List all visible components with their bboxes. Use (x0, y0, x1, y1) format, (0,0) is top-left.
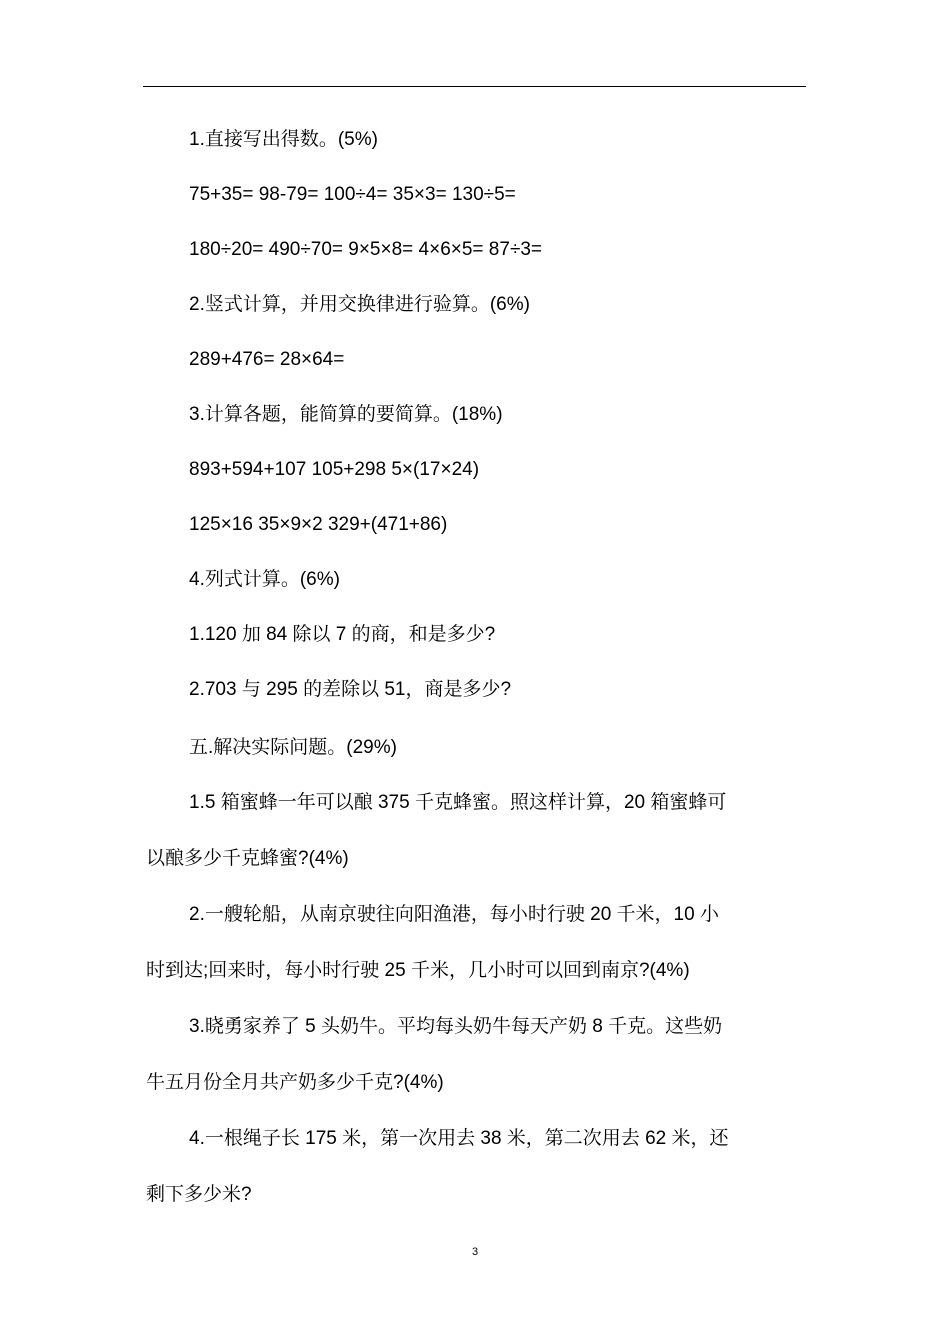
question-2-row: 289+476= 28×64= (189, 349, 345, 370)
problem-1-line-1: 1.5 箱蜜蜂一年可以酿 375 千克蜂蜜。照这样计算，20 箱蜜蜂可 (189, 792, 727, 813)
question-1-row-2: 180÷20= 490÷70= 9×5×8= 4×6×5= 87÷3= (189, 239, 543, 260)
problem-3-line-2: 牛五月份全月共产奶多少千克?(4%) (146, 1072, 444, 1093)
question-4-item-1: 1.120 加 84 除以 7 的商，和是多少? (189, 624, 496, 645)
problem-3-line-1: 3.晓勇家养了 5 头奶牛。平均每头奶牛每天产奶 8 千克。这些奶 (189, 1016, 723, 1037)
section-5-heading: 五.解决实际问题。(29%) (189, 737, 397, 758)
question-4-item-2: 2.703 与 295 的差除以 51，商是多少? (189, 679, 512, 700)
question-3-heading: 3.计算各题，能简算的要简算。(18%) (189, 404, 503, 425)
problem-4-line-1: 4.一根绳子长 175 米，第一次用去 38 米，第二次用去 62 米，还 (189, 1128, 729, 1149)
question-1-row-1: 75+35= 98-79= 100÷4= 35×3= 130÷5= (189, 184, 516, 205)
problem-4-line-2: 剩下多少米? (146, 1184, 252, 1205)
question-4-heading: 4.列式计算。(6%) (189, 569, 340, 590)
problem-2-line-1: 2.一艘轮船，从南京驶往向阳渔港，每小时行驶 20 千米，10 小 (189, 904, 719, 925)
page-number: 3 (471, 1246, 479, 1258)
problem-1-line-2: 以酿多少千克蜂蜜?(4%) (146, 848, 349, 869)
question-2-heading: 2.竖式计算，并用交换律进行验算。(6%) (189, 294, 530, 315)
problem-2-line-2: 时到达;回来时，每小时行驶 25 千米，几小时可以回到南京?(4%) (146, 960, 690, 981)
question-3-row-1: 893+594+107 105+298 5×(17×24) (189, 459, 480, 480)
header-rule (143, 86, 806, 87)
question-3-row-2: 125×16 35×9×2 329+(471+86) (189, 514, 448, 535)
question-1-heading: 1.直接写出得数。(5%) (189, 129, 378, 150)
